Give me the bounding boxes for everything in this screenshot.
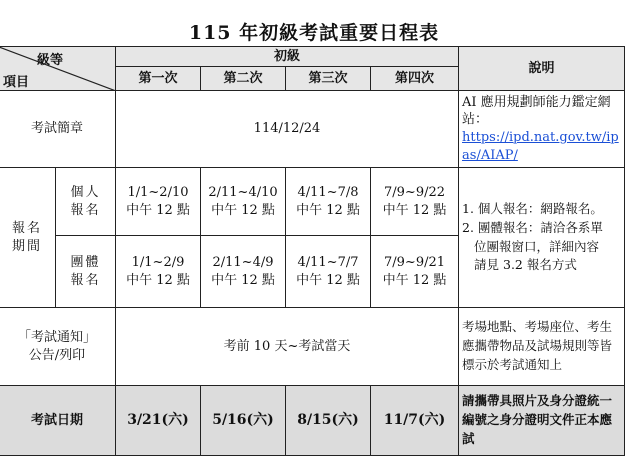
notice-label <box>0 308 116 386</box>
notice-label-line2: 公告/列印 <box>28 347 86 363</box>
registration-label <box>0 168 56 308</box>
individual-time-4: 中午 12 點 <box>382 202 447 218</box>
individual-period-cell <box>201 168 286 236</box>
header-round-2: 第二次 <box>201 67 286 91</box>
exam-date-1: 3/21(六) <box>116 386 201 456</box>
schedule-table <box>0 46 625 456</box>
group-period-2: 2/11~4/9 <box>212 254 274 270</box>
header-round-3: 第三次 <box>286 67 371 91</box>
group-period-cell <box>116 236 201 308</box>
header-corner-item: 項目 <box>3 75 30 90</box>
header-corner-cell <box>0 47 116 91</box>
individual-time-3: 中午 12 點 <box>296 202 360 218</box>
exam-date-label: 考試日期 <box>0 386 116 456</box>
header-corner-level: 級等 <box>37 53 64 68</box>
group-label-line2: 報名 <box>70 272 101 288</box>
notice-period: 考前 10 天~考試當天 <box>116 308 459 386</box>
group-time-2: 中午 12 點 <box>211 272 275 288</box>
registration-label-line2: 期間 <box>11 238 42 254</box>
brochure-date: 114/12/24 <box>116 91 459 168</box>
individual-period-cell <box>371 168 459 236</box>
brochure-note-text: AI 應用規劃師能力鑑定網站： <box>462 94 611 128</box>
individual-period-4: 7/9~9/22 <box>384 184 446 200</box>
brochure-link[interactable]: https://ipd.nat.gov.tw/ipas/AIAP/ <box>462 130 619 163</box>
exam-date-2: 5/16(六) <box>201 386 286 456</box>
group-period-cell <box>201 236 286 308</box>
brochure-note <box>459 91 625 168</box>
group-period-3: 4/11~7/7 <box>297 254 359 270</box>
header-description: 說明 <box>459 47 625 91</box>
registration-label-line1: 報名 <box>11 220 42 236</box>
individual-period-1: 1/1~2/10 <box>127 184 189 200</box>
notice-label-line1: 「考試通知」 <box>17 329 96 345</box>
individual-time-2: 中午 12 點 <box>211 202 275 218</box>
individual-label-line2: 報名 <box>70 202 101 218</box>
header-level: 初級 <box>116 47 459 67</box>
registration-note-3: 位團報窗口，詳細內容 <box>474 238 600 254</box>
brochure-label: 考試簡章 <box>0 91 116 168</box>
group-period-cell <box>286 236 371 308</box>
individual-period-3: 4/11~7/8 <box>297 184 359 200</box>
individual-period-cell <box>286 168 371 236</box>
page-title: 115 年初級考試重要日程表 <box>188 22 440 44</box>
registration-note-1: 1. 個人報名：網路報名。 <box>462 201 603 216</box>
individual-period-cell <box>116 168 201 236</box>
group-time-1: 中午 12 點 <box>126 272 190 288</box>
group-period-cell <box>371 236 459 308</box>
group-period-4: 7/9~9/21 <box>384 254 446 270</box>
group-label-line1: 團體 <box>70 254 101 270</box>
group-label <box>56 236 116 308</box>
group-time-3: 中午 12 點 <box>296 272 360 288</box>
individual-label <box>56 168 116 236</box>
exam-date-3: 8/15(六) <box>286 386 371 456</box>
registration-note-4: 請見 3.2 報名方式 <box>474 257 577 273</box>
header-round-1: 第一次 <box>116 67 201 91</box>
notice-note: 考場地點、考場座位、考生應攜帶物品及試場規則等皆標示於考試通知上 <box>459 308 625 386</box>
header-round-4: 第四次 <box>371 67 459 91</box>
individual-time-1: 中午 12 點 <box>126 202 190 218</box>
group-time-4: 中午 12 點 <box>382 272 447 288</box>
individual-label-line1: 個人 <box>70 184 101 200</box>
registration-notes <box>459 168 625 308</box>
group-period-1: 1/1~2/9 <box>131 254 185 270</box>
exam-date-4: 11/7(六) <box>371 386 459 456</box>
individual-period-2: 2/11~4/10 <box>208 184 278 200</box>
registration-note-2: 2. 團體報名：請洽各系單 <box>462 219 603 235</box>
exam-note: 請攜帶具照片及身分證統一編號之身分證明文件正本應試 <box>459 386 625 456</box>
